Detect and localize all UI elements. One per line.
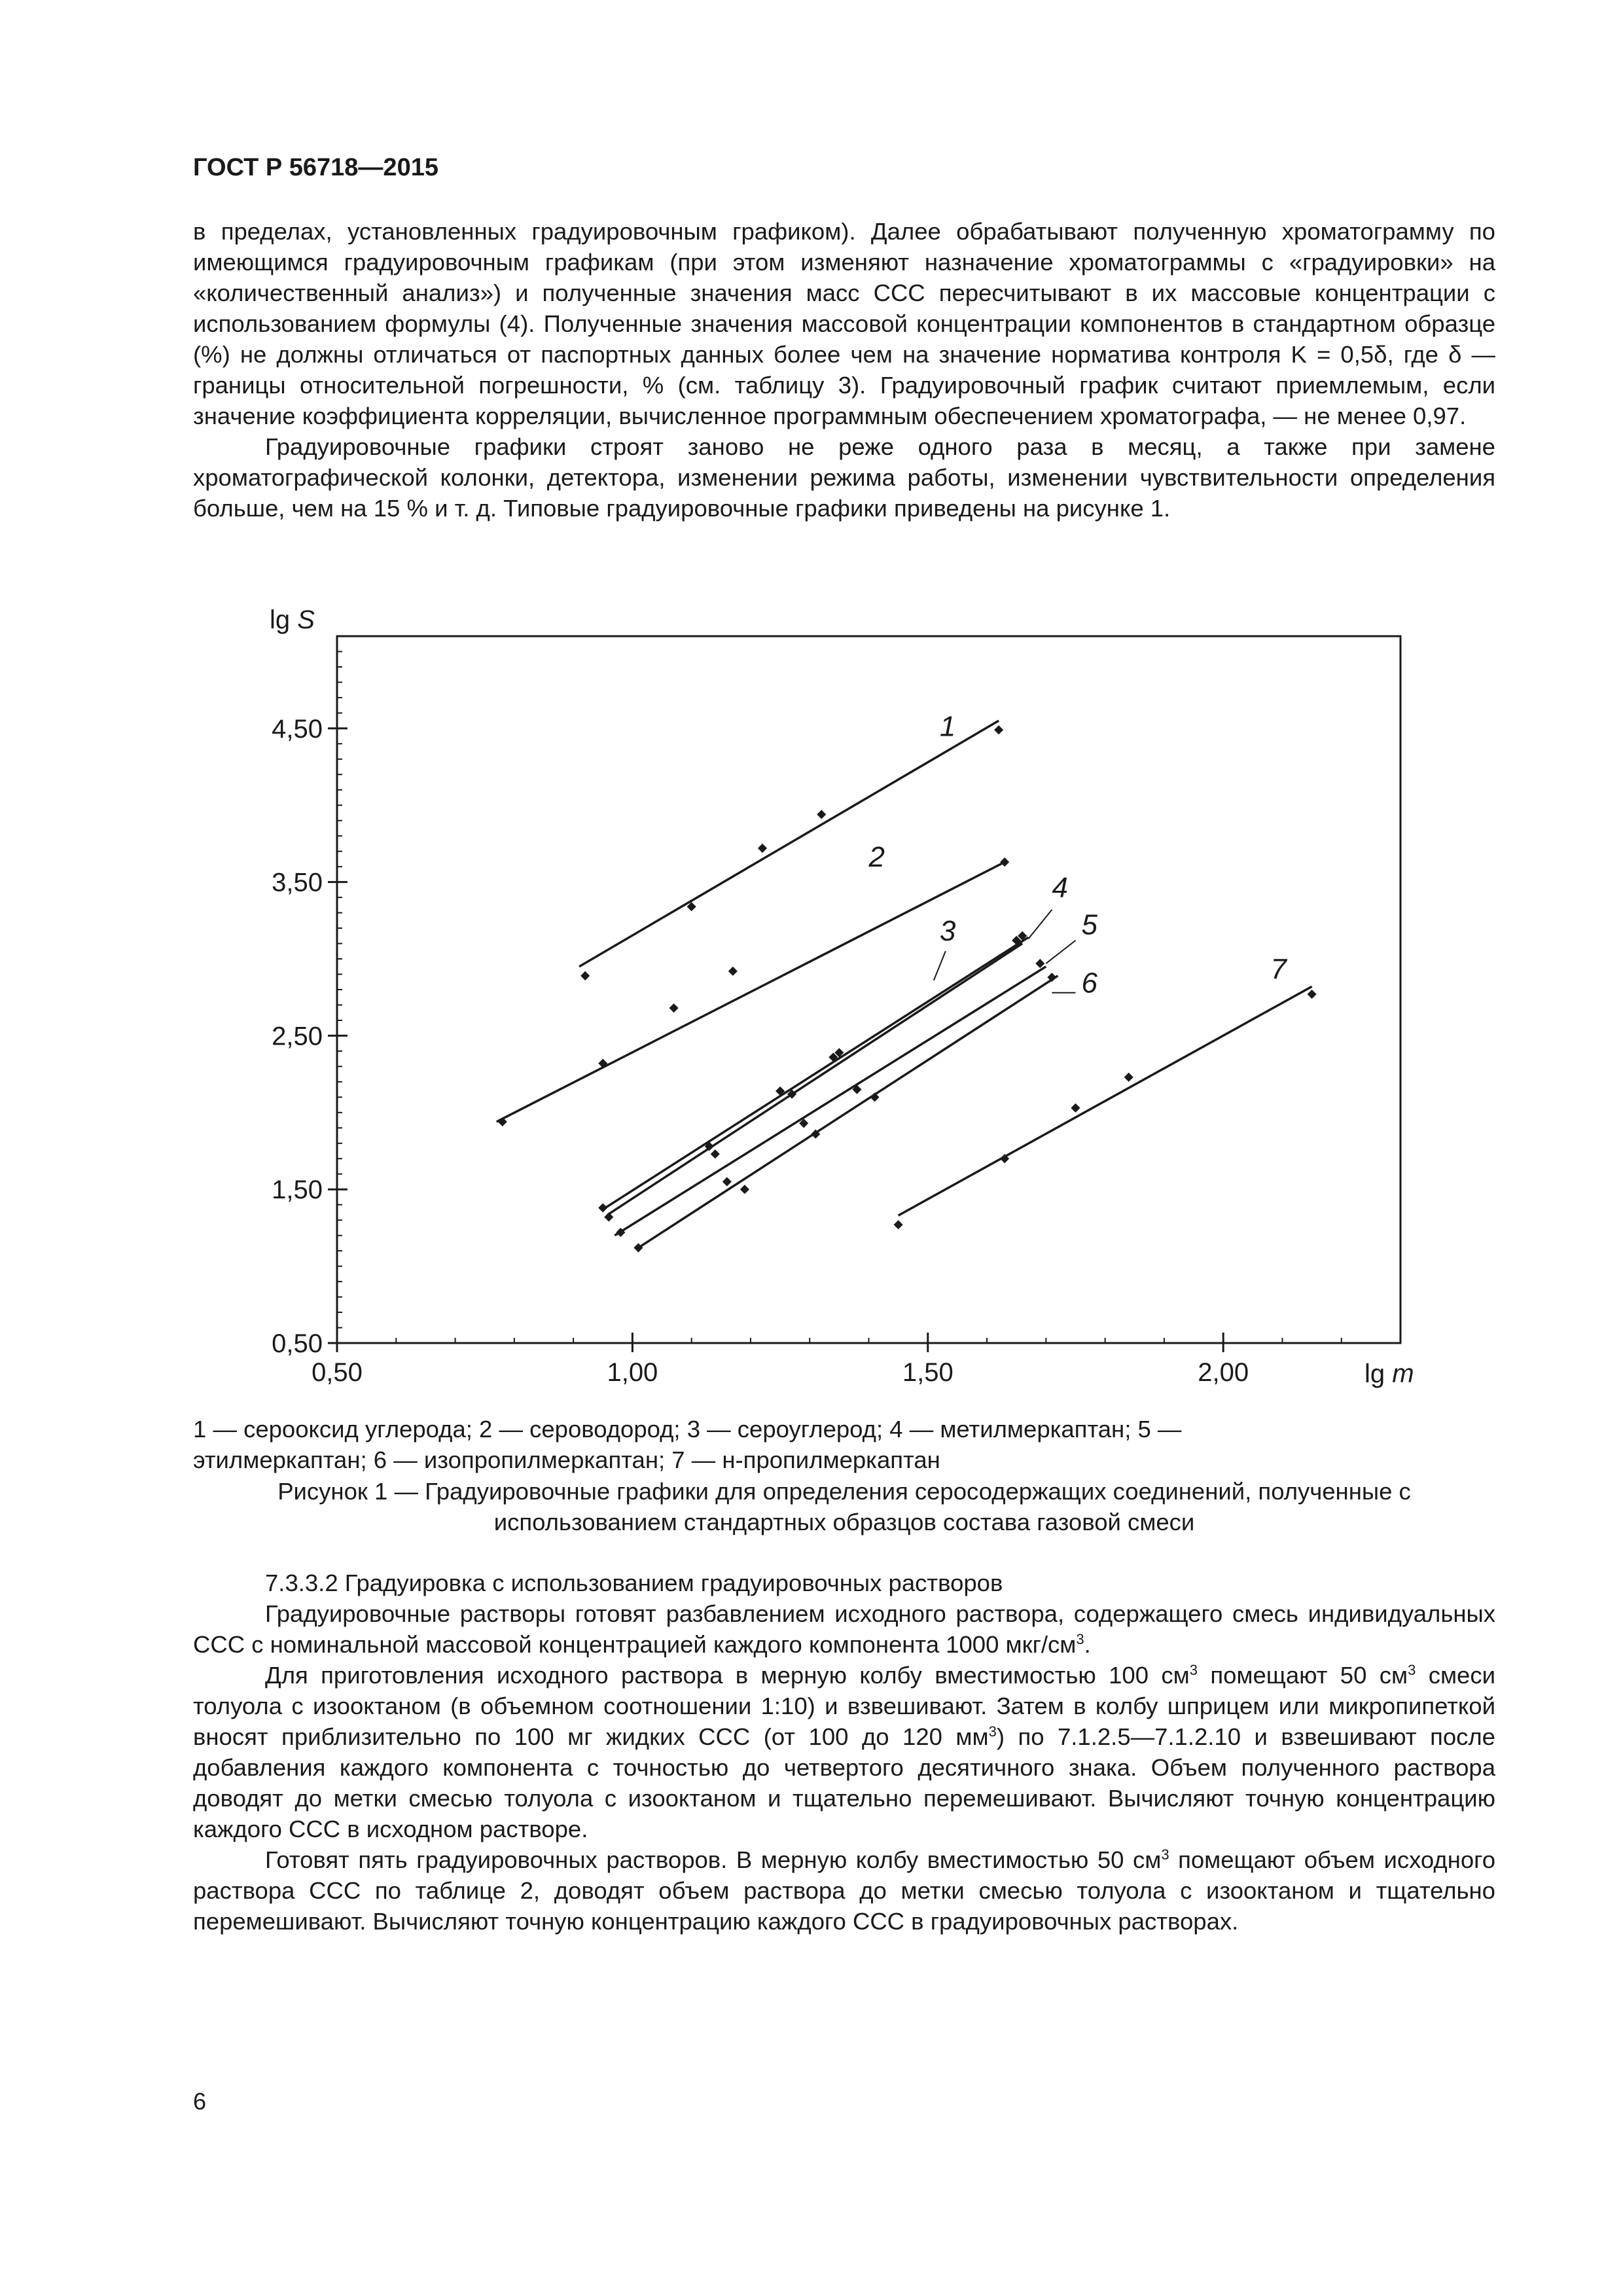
data-point xyxy=(604,1212,613,1221)
section-paragraph-2: Для приготовления исходного раствора в мерную колбу вместимостью 100 $см^3$ помещают 50 $см^3$ смеси толуола с изооктаном (в объемном соотношении 1:10) и взвешивают. Затем в колбу шприцем или микропипеткой вносят приблизительно по 100 мг жидких ССС (от 100 до 120 $мм^3$) по 7.1.2.5—7.1.2.10 и взвешивают после добавления каждого компонента с точностью до четвертого десятичного знака. Объем полученного раствора доводят до метки смесью толуола с изооктаном и тщательно перемешивают. Вычисляют точную концентрацию каждого ССС в исходном растворе. xyxy=(193,1661,1495,1842)
series-5 xyxy=(615,908,1097,1237)
data-point xyxy=(894,1220,903,1229)
y-tick-label: 3,50 xyxy=(272,868,323,897)
plot-frame xyxy=(337,636,1400,1343)
series-label: 1 xyxy=(939,710,956,743)
figure-1 xyxy=(249,602,1453,1401)
series-6 xyxy=(633,967,1097,1253)
series-label: 7 xyxy=(1270,953,1287,986)
legend-line-1: 1 — серооксид углерода; 2 — сероводород; 3 — сероуглерод; 4 — метилмеркаптан; 5 — xyxy=(193,1416,1182,1443)
data-point xyxy=(669,1003,679,1013)
series-line xyxy=(579,721,999,967)
legend-line-2: этилмеркаптан; 6 — изопропилмеркаптан; 7 — н-пропилмеркаптан xyxy=(193,1446,940,1473)
y-tick-label: 0,50 xyxy=(272,1329,323,1358)
series-line xyxy=(603,937,1028,1210)
series-label: 6 xyxy=(1081,967,1097,999)
x-tick-label: 1,50 xyxy=(902,1358,954,1387)
series-7 xyxy=(894,954,1317,1230)
figure-title-line-2: использованием стандартных образцов состава газовой смеси xyxy=(493,1509,1195,1535)
y-tick-label: 4,50 xyxy=(272,714,323,744)
series-label: 3 xyxy=(939,914,956,947)
section-paragraph-3: Готовят пять градуировочных растворов. В мерную колбу вместимостью 50 $см^3$ помещают объем исходного раствора ССС по таблице 2, доводят объем раствора до метки смесью толуола с изооктаном и тщательно перемешивают. Вычисляют точную концентрацию каждого ССС в градуировочных растворах. xyxy=(193,1846,1495,1935)
intro-text xyxy=(193,216,1495,524)
data-point xyxy=(722,1177,732,1186)
data-point xyxy=(1308,990,1317,999)
page-number: 6 xyxy=(193,2088,207,2115)
data-point xyxy=(598,1203,607,1212)
x-axis-label: lg m xyxy=(1364,1359,1414,1388)
data-point xyxy=(1035,959,1044,968)
data-point xyxy=(870,1092,879,1102)
data-point xyxy=(728,967,738,976)
data-point xyxy=(580,971,590,980)
x-tick-label: 0,50 xyxy=(312,1358,363,1387)
data-point xyxy=(740,1185,749,1194)
y-tick-label: 1,50 xyxy=(272,1175,323,1205)
data-point xyxy=(817,810,826,819)
figure-title-line-1: Рисунок 1 — Градуировочные графики для определения серосодержащих соединений, полученные с xyxy=(277,1478,1411,1505)
data-point xyxy=(994,725,1003,734)
x-tick-label: 1,00 xyxy=(607,1358,658,1387)
y-axis-label: lg S xyxy=(270,605,315,634)
series-line xyxy=(615,967,1046,1236)
data-point xyxy=(1000,857,1009,867)
series-label: 5 xyxy=(1081,908,1097,941)
data-point xyxy=(711,1149,720,1158)
document-code: ГОСТ Р 56718—2015 xyxy=(193,154,438,181)
intro-paragraph-1: в пределах, установленных градуировочным графиком). Далее обрабатывают полученную хроматограмму по имеющимся градуировочным графикам (при этом изменяют назначение хроматограммы с «градуировки» на «количественный анализ») и полученные значения масс ССС пересчитывают в их массовые концентрации с использованием формулы (4). Полученные значения массовой концентрации компонентов в стандартном образце (%) не должны отличаться от паспортных данных более чем на значение норматива контроля K = 0,5δ, где δ — границы относительной погрешности, % (см. таблицу 3). Градуировочный график считают приемлемым, если значение коэффициента корреляции, вычисленное программным обеспечением хроматографа, — не менее 0,97. xyxy=(193,218,1495,429)
figure-title xyxy=(193,1476,1495,1537)
series-leader-line xyxy=(1028,910,1052,939)
section-paragraph-1: Градуировочные растворы готовят разбавлением исходного раствора, содержащего смесь индивидуальных ССС с номинальной массовой концентрацией каждого компонента 1000 мкг/$см^3$. xyxy=(193,1600,1495,1658)
section-7-3-3-2 xyxy=(193,1568,1495,1937)
data-point xyxy=(758,844,767,853)
series-leader-line xyxy=(1046,941,1075,963)
series-label: 2 xyxy=(868,841,885,874)
data-point xyxy=(1071,1103,1080,1113)
series-2 xyxy=(497,841,1009,1126)
calibration-chart xyxy=(249,602,1453,1401)
series-line xyxy=(609,944,1022,1214)
series-line xyxy=(497,862,1005,1122)
intro-paragraph-2: Градуировочные графики строят заново не реже одного раза в месяц, а также при замене хроматографической колонки, детектора, изменении режима работы, изменении чувствительности определения больше, чем на 15 % и т. д. Типовые градуировочные графики приведены на рисунке 1. xyxy=(193,433,1495,522)
figure-legend xyxy=(193,1414,1495,1475)
x-tick-label: 2,00 xyxy=(1198,1358,1249,1387)
data-point xyxy=(1124,1073,1133,1082)
series-leader-line xyxy=(934,951,946,980)
y-tick-label: 2,50 xyxy=(272,1022,323,1051)
series-label: 4 xyxy=(1052,872,1068,905)
section-heading: 7.3.3.2 Градуировка с использованием градуировочных растворов xyxy=(265,1570,1003,1596)
data-point xyxy=(498,1117,507,1126)
